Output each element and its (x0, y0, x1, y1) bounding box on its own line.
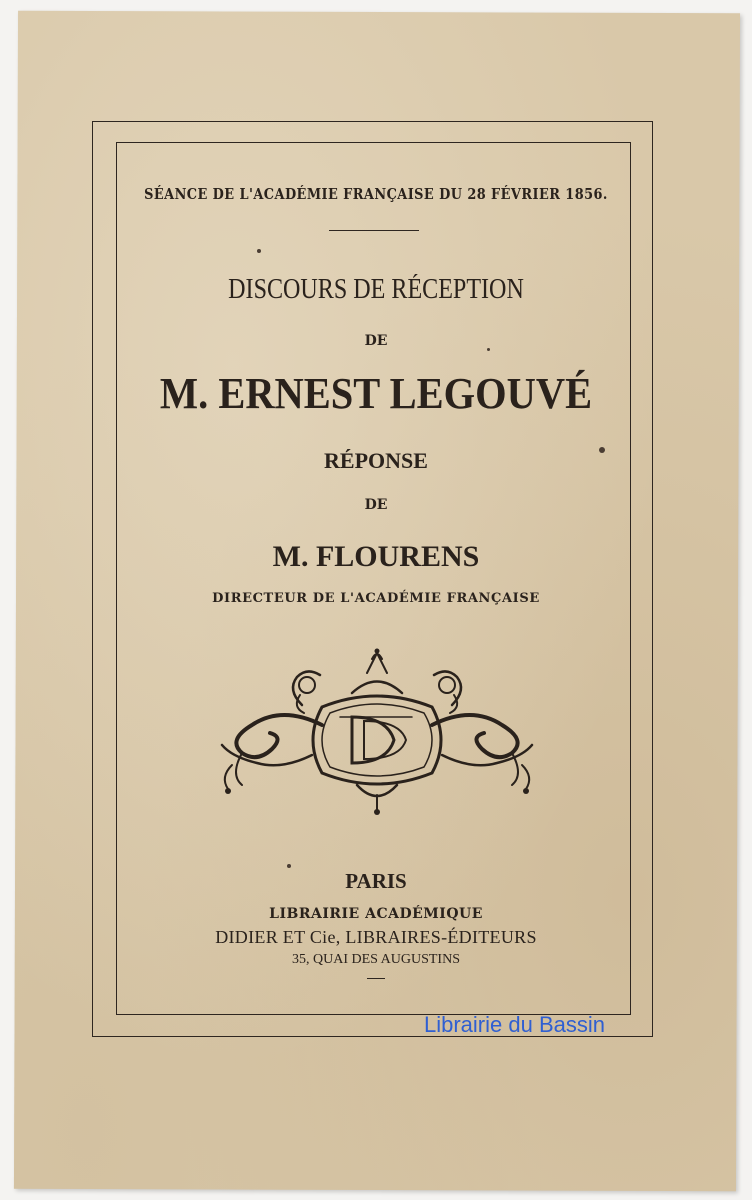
author-name: M. ERNEST LEGOUVÉ (159, 369, 593, 418)
de-line-1: DE (364, 333, 388, 349)
publisher-line: LIBRAIRIE ACADÉMIQUE (269, 906, 483, 922)
closing-rule (367, 978, 385, 979)
paper-speck (257, 249, 261, 253)
title-line: DISCOURS DE RÉCEPTION (228, 274, 524, 305)
reponse-line: RÉPONSE (324, 448, 428, 473)
paper-speck (487, 348, 490, 351)
ornate-monogram-emblem-icon (212, 645, 542, 815)
paper-speck (287, 864, 291, 868)
responder-name: M. FLOURENS (272, 540, 480, 573)
publication-city: PARIS (345, 869, 407, 893)
separator-rule (329, 230, 419, 231)
de-line-2: DE (364, 497, 388, 513)
publisher-name: DIDIER ET Cie, LIBRAIRES-ÉDITEURS (215, 927, 537, 947)
publisher-address: 35, QUAI DES AUGUSTINS (291, 952, 460, 967)
watermark-text: Librairie du Bassin (424, 1012, 605, 1037)
paper-speck (599, 447, 605, 453)
responder-role: DIRECTEUR DE L'ACADÉMIE FRANÇAISE (212, 591, 540, 606)
seance-line: SÉANCE DE L'ACADÉMIE FRANÇAISE DU 28 FÉVRIER 1856. (144, 185, 608, 203)
